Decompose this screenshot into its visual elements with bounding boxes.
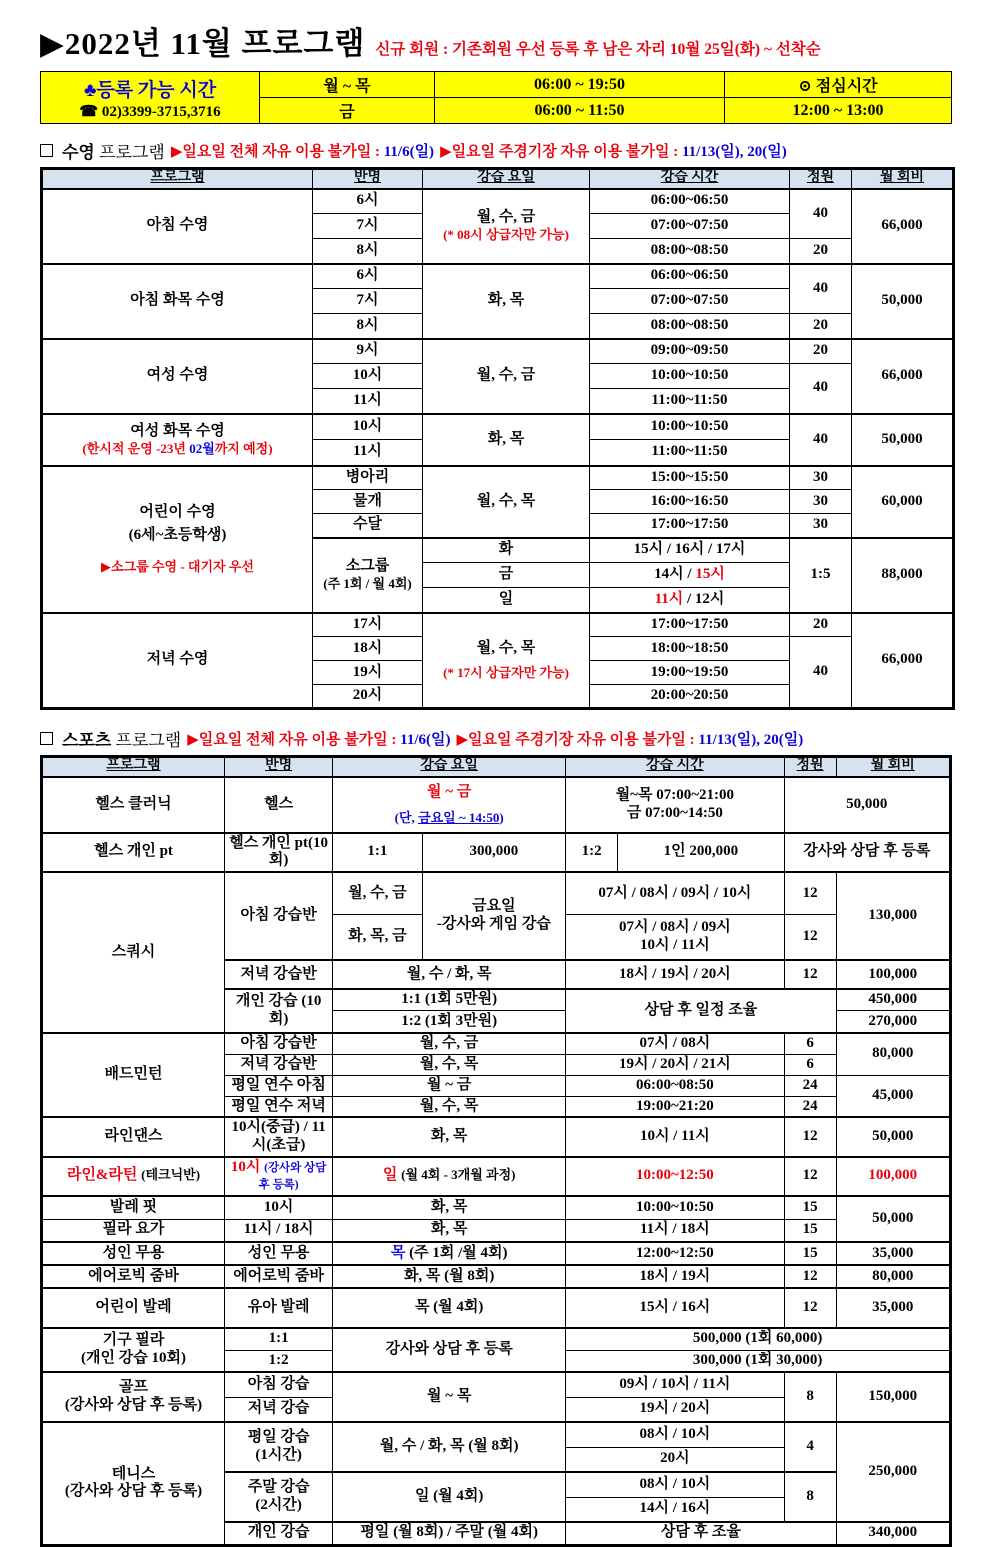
class-name: 10시(중급) / 11시(초급) <box>225 1117 333 1156</box>
time-cell: 14시 / 16시 <box>566 1497 784 1522</box>
fee-cell: 340,000 <box>836 1522 950 1545</box>
time-cell: 10:00~10:50 <box>590 364 790 389</box>
time-cell: 상담 후 일정 조율 <box>566 989 836 1033</box>
fee-cell: 450,000 <box>836 989 950 1011</box>
days-cell: 월, 수, 금 <box>333 872 422 915</box>
swim-notice-2: ▶일요일 주경기장 자유 이용 불가일 : 11/13(일), 20(일) <box>440 144 787 160</box>
time-cell: 18시 / 19시 <box>566 1265 784 1288</box>
program-adult-dance: 성인 무용 <box>42 1242 225 1265</box>
capacity-cell: 24 <box>784 1075 836 1096</box>
capacity-cell: 8 <box>784 1372 836 1422</box>
days-cell: 월, 수, 목 <box>423 466 590 538</box>
hours-time-friday: 06:00 ~ 11:50 <box>435 98 725 124</box>
time-cell: 10시 / 11시 <box>566 1117 784 1156</box>
private-option-2: 1:2 (1회 3만원) <box>333 1011 566 1033</box>
table-row <box>42 1242 951 1265</box>
class-name: 1:2 <box>225 1350 333 1372</box>
days-cell: 화, 목, 금 <box>333 915 422 960</box>
class-name: 11시 <box>313 389 423 414</box>
capacity-cell: 20 <box>790 613 852 637</box>
swim-notice-1: ▶일요일 전체 자유 이용 불가일 : 11/6(일) <box>170 144 435 160</box>
col-fee: 월 회비 <box>852 169 954 189</box>
table-row <box>42 1157 951 1196</box>
days-cell: 화 <box>423 538 590 563</box>
days-cell: 일 (월 4회) <box>333 1472 566 1522</box>
col-program: 프로그램 <box>42 169 313 189</box>
col-class: 반명 <box>313 169 423 189</box>
sports-program-table <box>40 755 952 1547</box>
fee-cell: 35,000 <box>836 1242 950 1265</box>
class-name: 9시 <box>313 339 423 364</box>
lunch-time: 12:00 ~ 13:00 <box>725 98 952 124</box>
time-cell: 11시 / 12시 <box>590 588 790 613</box>
days-cell: 월, 수 / 화, 목 (월 8회) <box>333 1422 566 1472</box>
class-name: 아침 강습반 <box>225 1033 333 1054</box>
capacity-cell: 30 <box>790 514 852 538</box>
program-line-dance: 라인댄스 <box>42 1117 225 1156</box>
days-note: (* 17시 상급자만 가능) <box>443 665 569 681</box>
time-cell: 09:00~09:50 <box>590 339 790 364</box>
days-cell: 목 (주 1회 /월 4회) <box>333 1242 566 1265</box>
program-morning-swim: 아침 수영 <box>42 189 313 264</box>
time-cell: 08:00~08:50 <box>590 314 790 339</box>
fee-cell: 50,000 <box>836 1196 950 1242</box>
days-cell: 화, 목 <box>423 414 590 466</box>
class-name: 11시 <box>313 440 423 466</box>
capacity-cell: 30 <box>790 490 852 514</box>
class-name: 7시 <box>313 214 423 239</box>
capacity-cell: 20 <box>790 339 852 364</box>
pt-ratio-1: 1:1 <box>333 833 422 872</box>
fee-cell: 66,000 <box>852 613 954 709</box>
checkbox-icon <box>40 144 53 157</box>
fee-cell: 80,000 <box>836 1265 950 1288</box>
capacity-cell: 20 <box>790 314 852 339</box>
class-name: 유아 발레 <box>225 1288 333 1328</box>
table-row <box>42 1288 951 1328</box>
capacity-cell: 6 <box>784 1033 836 1054</box>
class-name: 20시 <box>313 685 423 709</box>
fee-cell: 80,000 <box>836 1033 950 1075</box>
time-cell: 17:00~17:50 <box>590 514 790 538</box>
program-sub: (개인 강습 10회) <box>81 1350 186 1366</box>
capacity-cell: 30 <box>790 466 852 490</box>
program-children-swim: 어린이 수영 (6세~초등학생) ▶소그룹 수영 - 대기자 우선 <box>42 466 313 613</box>
capacity-cell: 8 <box>784 1472 836 1522</box>
class-name: 평일 연수 저녁 <box>225 1096 333 1117</box>
time-cell: 06:00~06:50 <box>590 264 790 289</box>
sports-table-header-row <box>42 757 951 777</box>
class-name: 10시 <box>313 414 423 440</box>
class-name: 평일 연수 아침 <box>225 1075 333 1096</box>
table-row <box>42 872 951 915</box>
time-cell: 07시 / 08시 <box>566 1033 784 1054</box>
time-cell: 15시 / 16시 / 17시 <box>590 538 790 563</box>
col-time: 강습 시간 <box>566 757 784 777</box>
capacity-cell: 12 <box>784 1288 836 1328</box>
days-cell: 월, 수, 목 <box>333 1054 566 1075</box>
time-cell: 19시 / 20시 / 21시 <box>566 1054 784 1075</box>
fee-cell: 88,000 <box>852 538 954 613</box>
time-cell: 10:00~10:50 <box>566 1196 784 1219</box>
time-cell: 06:00~08:50 <box>566 1075 784 1096</box>
small-group-note: ▶소그룹 수영 - 대기자 우선 <box>101 559 254 575</box>
table-row <box>42 613 954 637</box>
capacity-cell: 40 <box>790 264 852 314</box>
class-name: 저녁 강습반 <box>225 960 333 989</box>
time-cell: 09시 / 10시 / 11시 <box>566 1372 784 1397</box>
pt-price-2: 1인 200,000 <box>618 833 784 872</box>
program-health-pt: 헬스 개인 pt <box>42 833 225 872</box>
days-cell: 월, 수, 금 <box>333 1033 566 1054</box>
fee-cell: 50,000 <box>836 1117 950 1156</box>
class-name: 10시 <box>313 364 423 389</box>
time-cell: 07:00~07:50 <box>590 289 790 314</box>
fee-cell: 130,000 <box>836 872 950 960</box>
capacity-cell: 1:5 <box>790 538 852 613</box>
table-row <box>42 777 951 833</box>
hours-time-weekday: 06:00 ~ 19:50 <box>435 72 725 98</box>
days-cell: 일 (월 4회 - 3개월 과정) <box>333 1157 566 1196</box>
class-name: 10시 (강사와 상담 후 등록) <box>225 1157 333 1196</box>
table-row <box>42 264 954 289</box>
days-cell: 목 (월 4회) <box>333 1288 566 1328</box>
table-row <box>42 1219 951 1242</box>
days-cell: 월, 수, 목 (* 17시 상급자만 가능) <box>423 613 590 709</box>
class-sub: (주 1회 / 월 4회) <box>323 576 412 592</box>
class-name: 개인 강습 <box>225 1522 333 1545</box>
fee-cell: 50,000 <box>852 264 954 339</box>
time-cell: 11시 / 18시 <box>566 1219 784 1242</box>
time-cell: 08시 / 10시 <box>566 1472 784 1497</box>
time-cell: 16:00~16:50 <box>590 490 790 514</box>
time-cell: 20:00~20:50 <box>590 685 790 709</box>
sports-section-heading <box>40 726 962 751</box>
col-capacity: 정원 <box>790 169 852 189</box>
capacity-cell: 40 <box>790 189 852 239</box>
time-cell: 07시 / 08시 / 09시 10시 / 11시 <box>566 915 784 960</box>
class-name: 17시 <box>313 613 423 637</box>
program-sub: (강사와 상담 후 등록) <box>64 1483 203 1500</box>
fee-cell: 66,000 <box>852 339 954 414</box>
program-line-latin: 라인&라틴 (테크닉반) <box>42 1157 225 1196</box>
table-row <box>42 1196 951 1219</box>
class-name: 에어로빅 줌바 <box>225 1265 333 1288</box>
contact-phone: ☎ 02)3399-3715,3716 <box>79 103 221 120</box>
sports-notice-1: ▶일요일 전체 자유 이용 불가일 : 11/6(일) <box>187 732 451 748</box>
class-name: 저녁 강습 <box>225 1397 333 1422</box>
registration-hours-label: ♣등록 가능 시간 <box>83 79 217 101</box>
table-row <box>42 1033 951 1054</box>
class-small-group: 소그룹 (주 1회 / 월 4회) <box>313 538 423 613</box>
pt-price-1: 300,000 <box>422 833 566 872</box>
col-fee: 월 회비 <box>836 757 950 777</box>
fee-cell: 100,000 <box>836 960 950 989</box>
table-row <box>42 1117 951 1156</box>
table-row <box>42 833 951 872</box>
days-cell: 월, 수 / 화, 목 <box>333 960 566 989</box>
capacity-cell: 12 <box>784 1157 836 1196</box>
swim-section-title: 수영 프로그램 <box>62 143 165 162</box>
table-row <box>42 1372 951 1397</box>
class-name: 아침 강습 <box>225 1372 333 1397</box>
program-morning-tue-thu-swim: 아침 화목 수영 <box>42 264 313 339</box>
days-cell: 화, 목 <box>333 1219 566 1242</box>
capacity-cell: 20 <box>790 239 852 264</box>
program-women-tue-thu-swim: 여성 화목 수영 (한시적 운영 -23년 02월까지 예정) <box>42 414 313 466</box>
sports-section-title: 스포츠 프로그램 <box>62 731 182 750</box>
private-option-1: 1:1 (1회 5만원) <box>333 989 566 1011</box>
time-cell: 10:00~12:50 <box>566 1157 784 1196</box>
fee-cell: 45,000 <box>836 1075 950 1117</box>
class-name: 아침 강습반 <box>225 872 333 960</box>
page-header <box>40 18 962 63</box>
capacity-cell: 24 <box>784 1096 836 1117</box>
fee-cell: 300,000 (1회 30,000) <box>566 1350 951 1372</box>
program-sub: (강사와 상담 후 등록) <box>64 1397 203 1413</box>
class-name: 헬스 개인 pt(10회) <box>225 833 333 872</box>
class-name: 18시 <box>313 637 423 661</box>
time-cell: 19:00~21:20 <box>566 1096 784 1117</box>
class-name: 성인 무용 <box>225 1242 333 1265</box>
class-name: 10시 <box>225 1196 333 1219</box>
class-name: 물개 <box>313 490 423 514</box>
days-cell: 월, 수, 목 <box>333 1096 566 1117</box>
class-sub: (1시간) <box>255 1447 302 1463</box>
program-golf: 골프 (강사와 상담 후 등록) <box>42 1372 225 1422</box>
days-note: (단, 금요일 ~ 14:50) <box>394 809 504 825</box>
days-cell: 월 ~ 목 <box>333 1372 566 1422</box>
days-cell: 월 ~ 금 (단, 금요일 ~ 14:50) <box>333 777 566 833</box>
fee-cell: 270,000 <box>836 1011 950 1033</box>
program-note: (한시적 운영 -23년 02월까지 예정) <box>82 440 273 456</box>
time-cell: 08시 / 10시 <box>566 1422 784 1447</box>
capacity-cell: 15 <box>784 1219 836 1242</box>
class-name: 19시 <box>313 661 423 685</box>
days-cell: 강사와 상담 후 등록 <box>333 1328 566 1372</box>
time-cell: 19:00~19:50 <box>590 661 790 685</box>
checkbox-icon <box>40 732 53 745</box>
capacity-cell: 12 <box>784 872 836 915</box>
page-title: ▶2022년 11월 프로그램 <box>40 26 366 61</box>
fee-cell: 35,000 <box>836 1288 950 1328</box>
fee-cell: 강사와 상담 후 등록 <box>784 833 950 872</box>
days-note: 금요일 -강사와 게임 강습 <box>422 872 566 960</box>
time-cell: 11:00~11:50 <box>590 440 790 466</box>
program-badminton: 배드민턴 <box>42 1033 225 1117</box>
lunch-label: ⊙ 점심시간 <box>725 72 952 98</box>
days-cell: 금 <box>423 563 590 588</box>
class-name: 평일 강습 (1시간) <box>225 1422 333 1472</box>
time-cell: 18:00~18:50 <box>590 637 790 661</box>
col-capacity: 정원 <box>784 757 836 777</box>
days-cell: 화, 목 <box>333 1196 566 1219</box>
table-row <box>42 1422 951 1447</box>
program-ballet-fit: 발레 핏 <box>42 1196 225 1219</box>
fee-cell: 100,000 <box>836 1157 950 1196</box>
table-row <box>42 339 954 364</box>
time-cell: 상담 후 조율 <box>566 1522 836 1545</box>
days-cell: 일 <box>423 588 590 613</box>
fee-cell: 66,000 <box>852 189 954 264</box>
class-sub: (2시간) <box>255 1497 302 1513</box>
time-cell: 15시 / 16시 <box>566 1288 784 1328</box>
days-cell: 월 ~ 금 <box>333 1075 566 1096</box>
registration-hours-box <box>40 71 952 124</box>
program-health-clinic: 헬스 클러닉 <box>42 777 225 833</box>
capacity-cell: 40 <box>790 364 852 414</box>
program-evening-swim: 저녁 수영 <box>42 613 313 709</box>
class-name: 8시 <box>313 314 423 339</box>
class-name: 병아리 <box>313 466 423 490</box>
class-name: 6시 <box>313 189 423 214</box>
time-cell: 12:00~12:50 <box>566 1242 784 1265</box>
days-cell: 화, 목 <box>333 1117 566 1156</box>
capacity-cell: 40 <box>790 414 852 466</box>
sports-notice-2: ▶일요일 주경기장 자유 이용 불가일 : 11/13(일), 20(일) <box>456 732 804 748</box>
fee-cell: 500,000 (1회 60,000) <box>566 1328 951 1350</box>
time-cell: 07:00~07:50 <box>590 214 790 239</box>
table-row <box>42 414 954 440</box>
table-row <box>42 189 954 214</box>
time-cell: 19시 / 20시 <box>566 1397 784 1422</box>
col-time: 강습 시간 <box>590 169 790 189</box>
days-cell: 월, 수, 금 <box>423 339 590 414</box>
time-cell: 17:00~17:50 <box>590 613 790 637</box>
program-kids-ballet: 어린이 발레 <box>42 1288 225 1328</box>
days-cell: 화, 목 <box>423 264 590 339</box>
class-name: 개인 강습 (10회) <box>225 989 333 1033</box>
swim-table-header-row <box>42 169 954 189</box>
time-cell: 06:00~06:50 <box>590 189 790 214</box>
swim-program-table <box>40 167 955 710</box>
col-program: 프로그램 <box>42 757 225 777</box>
hours-days-friday: 금 <box>260 98 435 124</box>
days-cell: 월, 수, 금 (* 08시 상급자만 가능) <box>423 189 590 264</box>
time-cell: 14시 / 15시 <box>590 563 790 588</box>
registration-note: 신규 회원 : 기존회원 우선 등록 후 남은 자리 10월 25일(화) ~ 선착순 <box>375 41 821 58</box>
capacity-cell: 12 <box>784 960 836 989</box>
fee-cell: 50,000 <box>784 777 950 833</box>
time-cell: 11:00~11:50 <box>590 389 790 414</box>
time-cell: 08:00~08:50 <box>590 239 790 264</box>
program-pilates-yoga: 필라 요가 <box>42 1219 225 1242</box>
capacity-cell: 12 <box>784 1265 836 1288</box>
hours-days-weekday: 월 ~ 목 <box>260 72 435 98</box>
program-women-swim: 여성 수영 <box>42 339 313 414</box>
fee-cell: 250,000 <box>836 1422 950 1522</box>
time-cell: 월~목 07:00~21:00 금 07:00~14:50 <box>566 777 784 833</box>
time-cell: 20시 <box>566 1447 784 1472</box>
capacity-cell: 12 <box>784 1117 836 1156</box>
fee-cell: 50,000 <box>852 414 954 466</box>
capacity-cell: 40 <box>790 637 852 709</box>
capacity-cell: 12 <box>784 915 836 960</box>
col-days: 강습 요일 <box>333 757 566 777</box>
capacity-cell: 15 <box>784 1196 836 1219</box>
class-name: 수달 <box>313 514 423 538</box>
class-name: 저녁 강습반 <box>225 1054 333 1075</box>
program-aerobic-zumba: 에어로빅 줌바 <box>42 1265 225 1288</box>
table-row <box>42 466 954 490</box>
time-cell: 18시 / 19시 / 20시 <box>566 960 784 989</box>
fee-cell: 150,000 <box>836 1372 950 1422</box>
class-name: 헬스 <box>225 777 333 833</box>
pt-ratio-2: 1:2 <box>566 833 618 872</box>
class-name: 1:1 <box>225 1328 333 1350</box>
class-name: 주말 강습 (2시간) <box>225 1472 333 1522</box>
col-days: 강습 요일 <box>423 169 590 189</box>
class-name: 6시 <box>313 264 423 289</box>
days-cell: 화, 목 (월 8회) <box>333 1265 566 1288</box>
class-name: 7시 <box>313 289 423 314</box>
fee-cell: 60,000 <box>852 466 954 538</box>
program-sub: (6세~초등학생) <box>128 527 227 544</box>
swim-section-heading <box>40 138 962 163</box>
col-class: 반명 <box>225 757 333 777</box>
info-box-label-cell <box>41 72 260 124</box>
class-name: 8시 <box>313 239 423 264</box>
capacity-cell: 4 <box>784 1422 836 1472</box>
program-equipment-pilates: 기구 필라 (개인 강습 10회) <box>42 1328 225 1372</box>
days-note: (* 08시 상급자만 가능) <box>443 227 569 243</box>
program-squash: 스쿼시 <box>42 872 225 1033</box>
capacity-cell: 6 <box>784 1054 836 1075</box>
time-cell: 15:00~15:50 <box>590 466 790 490</box>
time-cell: 10:00~10:50 <box>590 414 790 440</box>
table-row <box>42 1265 951 1288</box>
days-cell: 평일 (월 8회) / 주말 (월 4회) <box>333 1522 566 1545</box>
time-cell: 07시 / 08시 / 09시 / 10시 <box>566 872 784 915</box>
table-row <box>42 1328 951 1350</box>
capacity-cell: 15 <box>784 1242 836 1265</box>
program-tennis: 테니스 (강사와 상담 후 등록) <box>42 1422 225 1545</box>
class-name: 11시 / 18시 <box>225 1219 333 1242</box>
